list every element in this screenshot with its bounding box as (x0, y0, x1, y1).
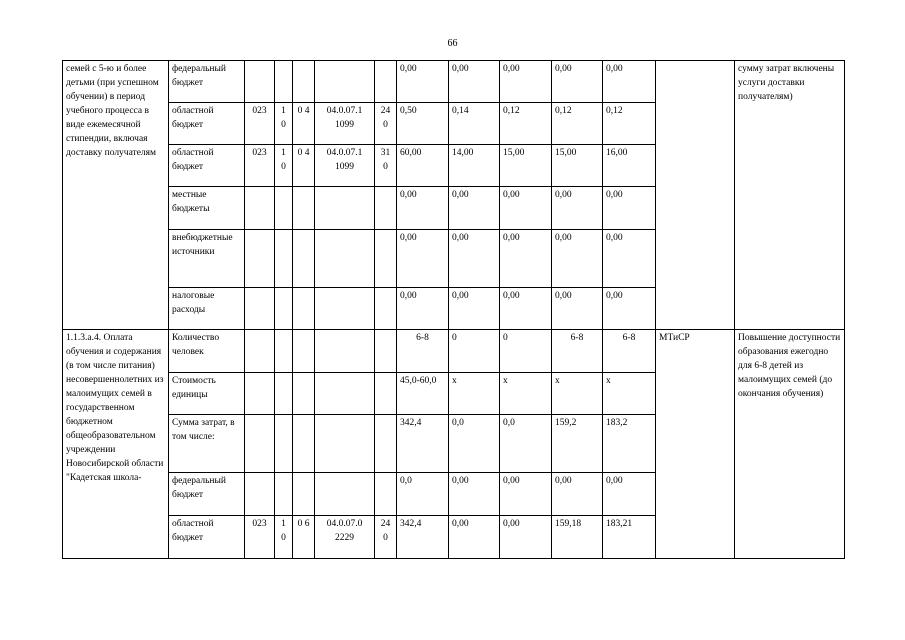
expense-type-cell (375, 415, 397, 473)
value-cell: 0,50 (397, 103, 449, 145)
target-article-cell: 04.0.07.1 1099 (315, 145, 375, 187)
value-cell: 0 (449, 330, 500, 373)
activity-description-cell: семей с 5-ю и более детьми (при успешном обучении) в период учебного процесса в виде ежемесячной стипендии, включая доставку получателям (63, 61, 169, 330)
value-cell: 16,00 (603, 145, 656, 187)
target-article-cell (315, 187, 375, 230)
value-cell: 0,00 (500, 288, 552, 330)
target-article-cell (315, 288, 375, 330)
value-cell: х (552, 373, 603, 415)
value-cell: 60,00 (397, 145, 449, 187)
section-code-cell: 1 0 (275, 103, 293, 145)
value-cell: 0,00 (449, 230, 500, 288)
expense-type-cell (375, 230, 397, 288)
subsection-code-cell (293, 373, 315, 415)
section-code-cell: 1 0 (275, 516, 293, 559)
grbs-code-cell: 023 (245, 516, 275, 559)
funding-source-cell: внебюджетные источники (169, 230, 245, 288)
target-article-cell: 04.0.07.1 1099 (315, 103, 375, 145)
target-article-cell (315, 473, 375, 516)
table-row (63, 61, 845, 103)
grbs-code-cell (245, 330, 275, 373)
value-cell: 183,2 (603, 415, 656, 473)
subsection-code-cell (293, 187, 315, 230)
value-cell: 0,12 (603, 103, 656, 145)
section-code-cell (275, 187, 293, 230)
subsection-code-cell (293, 415, 315, 473)
value-cell: 14,00 (449, 145, 500, 187)
value-cell: 0,00 (603, 288, 656, 330)
grbs-code-cell (245, 288, 275, 330)
value-cell: 342,4 (397, 516, 449, 559)
value-cell: 0,00 (449, 516, 500, 559)
target-article-cell (315, 415, 375, 473)
target-article-cell (315, 330, 375, 373)
table-row (63, 330, 845, 373)
grbs-code-cell (245, 415, 275, 473)
section-code-cell (275, 230, 293, 288)
page-number: 66 (447, 38, 458, 49)
grbs-code-cell (245, 373, 275, 415)
grbs-code-cell (245, 61, 275, 103)
value-cell: 0,00 (552, 187, 603, 230)
funding-source-cell: федеральный бюджет (169, 61, 245, 103)
value-cell: 159,18 (552, 516, 603, 559)
value-cell: 0,00 (397, 187, 449, 230)
section-code-cell (275, 373, 293, 415)
executor-cell (656, 61, 735, 330)
funding-source-cell: областной бюджет (169, 103, 245, 145)
subsection-code-cell (293, 330, 315, 373)
value-cell: 0,12 (500, 103, 552, 145)
funding-source-cell: Количество человек (169, 330, 245, 373)
section-code-cell (275, 61, 293, 103)
value-cell: 0,00 (449, 187, 500, 230)
value-cell: х (603, 373, 656, 415)
target-article-cell (315, 61, 375, 103)
expense-type-cell (375, 330, 397, 373)
value-cell: 0,00 (552, 473, 603, 516)
funding-source-cell: областной бюджет (169, 145, 245, 187)
subsection-code-cell (293, 61, 315, 103)
value-cell: 0,00 (500, 230, 552, 288)
subsection-code-cell (293, 288, 315, 330)
expense-type-cell (375, 373, 397, 415)
expense-type-cell: 24 0 (375, 516, 397, 559)
subsection-code-cell (293, 230, 315, 288)
value-cell: 0,00 (500, 61, 552, 103)
funding-source-cell: налоговые расходы (169, 288, 245, 330)
section-code-cell (275, 330, 293, 373)
executor-cell: МТиСР (656, 330, 735, 559)
value-cell: 45,0-60,0 (397, 373, 449, 415)
target-article-cell (315, 373, 375, 415)
grbs-code-cell: 023 (245, 103, 275, 145)
section-code-cell (275, 473, 293, 516)
expense-type-cell: 24 0 (375, 103, 397, 145)
value-cell: 0,00 (500, 473, 552, 516)
value-cell: 342,4 (397, 415, 449, 473)
section-code-cell (275, 415, 293, 473)
value-cell: 183,21 (603, 516, 656, 559)
value-cell: 6-8 (397, 330, 449, 373)
value-cell: 0,00 (603, 187, 656, 230)
funding-source-cell: федеральный бюджет (169, 473, 245, 516)
grbs-code-cell (245, 230, 275, 288)
expected-result-cell: Повышение доступности образования ежегодно для 6-8 детей из малоимущих семей (до окончания обучения) (735, 330, 845, 559)
funding-source-cell: Стоимость единицы (169, 373, 245, 415)
value-cell: 0,00 (449, 473, 500, 516)
subsection-code-cell: 0 4 (293, 103, 315, 145)
value-cell: 0,0 (397, 473, 449, 516)
value-cell: 0,00 (397, 288, 449, 330)
value-cell: 159,2 (552, 415, 603, 473)
section-code-cell (275, 288, 293, 330)
target-article-cell: 04.0.07.0 2229 (315, 516, 375, 559)
value-cell: 0,00 (552, 61, 603, 103)
value-cell: 0,00 (397, 230, 449, 288)
funding-source-cell: местные бюджеты (169, 187, 245, 230)
section-code-cell: 1 0 (275, 145, 293, 187)
expense-type-cell (375, 288, 397, 330)
grbs-code-cell (245, 187, 275, 230)
value-cell: 0,00 (500, 516, 552, 559)
value-cell: 0,00 (603, 230, 656, 288)
expense-type-cell (375, 61, 397, 103)
value-cell: 0,00 (500, 187, 552, 230)
value-cell: 0 (500, 330, 552, 373)
grbs-code-cell (245, 473, 275, 516)
funding-source-cell: областной бюджет (169, 516, 245, 559)
value-cell: 0,00 (449, 61, 500, 103)
value-cell: 0,00 (449, 288, 500, 330)
subsection-code-cell: 0 4 (293, 145, 315, 187)
value-cell: 15,00 (552, 145, 603, 187)
expense-type-cell (375, 473, 397, 516)
value-cell: 0,00 (397, 61, 449, 103)
expense-type-cell (375, 187, 397, 230)
expense-type-cell: 31 0 (375, 145, 397, 187)
value-cell: 0,12 (552, 103, 603, 145)
value-cell: 0,0 (500, 415, 552, 473)
expected-result-cell: сумму затрат включены услуги доставки получателям) (735, 61, 845, 330)
subsection-code-cell: 0 6 (293, 516, 315, 559)
subsection-code-cell (293, 473, 315, 516)
value-cell: 6-8 (603, 330, 656, 373)
value-cell: 0,14 (449, 103, 500, 145)
value-cell: 0,00 (603, 61, 656, 103)
value-cell: 0,00 (552, 230, 603, 288)
value-cell: 15,00 (500, 145, 552, 187)
value-cell: 0,00 (552, 288, 603, 330)
value-cell: 0,00 (603, 473, 656, 516)
value-cell: 6-8 (552, 330, 603, 373)
funding-source-cell: Сумма затрат, в том числе: (169, 415, 245, 473)
target-article-cell (315, 230, 375, 288)
budget-table (62, 60, 845, 559)
activity-description-cell: 1.1.3.а.4. Оплата обучения и содержания (в том числе питания) несовершеннолетних из малоимущих семей в государственном бюджетном общеобразовательном учреждении Новосибирской области "Кадетская школа- (63, 330, 169, 559)
value-cell: х (449, 373, 500, 415)
grbs-code-cell: 023 (245, 145, 275, 187)
value-cell: 0,0 (449, 415, 500, 473)
value-cell: х (500, 373, 552, 415)
